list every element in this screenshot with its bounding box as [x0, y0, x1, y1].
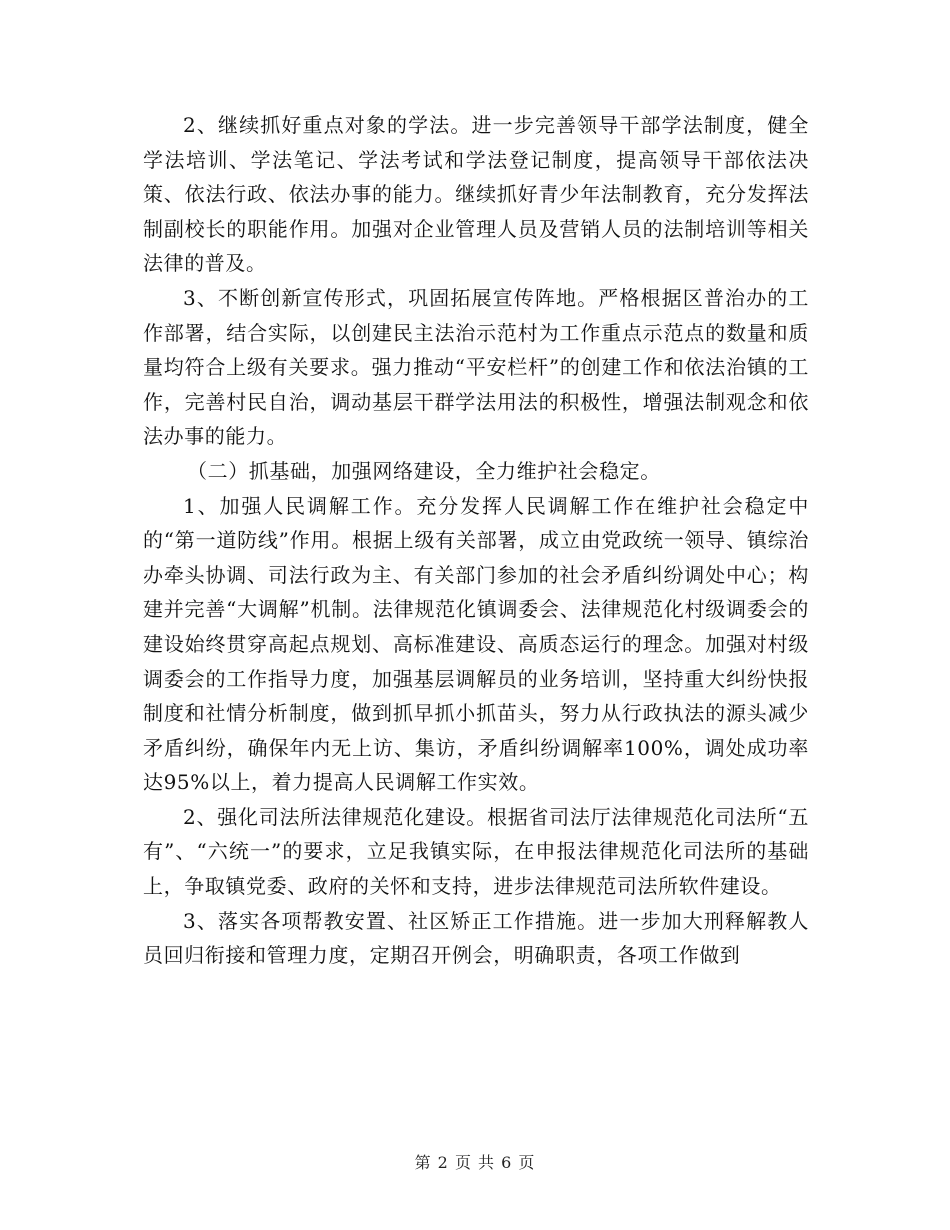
document-body: [143, 108, 809, 973]
paragraph-people-mediation: 1、加强人民调解工作。充分发挥人民调解工作在维护社会稳定中的“第一道防线”作用。根据上级有关部署，成立由党政统一领导、镇综治办牵头协调、司法行政为主、有关部门参加的社会矛盾纠纷调处中心；构建并完善“大调解”机制。法律规范化镇调委会、法律规范化村级调委会的建设始终贯穿高起点规划、高标准建设、高质态运行的理念。加强对村级调委会的工作指导力度，加强基层调解员的业务培训，坚持重大纠纷快报制度和社情分析制度，做到抓早抓小抓苗头，努力从行政执法的源头减少矛盾纠纷，确保年内无上访、集访，矛盾纠纷调解率100%，调处成功率达95%以上，着力提高人民调解工作实效。: [143, 493, 809, 795]
paragraph-publicity-forms: 3、不断创新宣传形式，巩固拓展宣传阵地。严格根据区普治办的工作部署，结合实际，以创建民主法治示范村为工作重点示范点的数量和质量均符合上级有关要求。强力推动“平安栏杆”的创建工作和依法治镇的工作，完善村民自治，调动基层干群学法用法的积极性，增强法制观念和依法办事的能力。: [143, 285, 809, 449]
paragraph-community-correction: 3、落实各项帮教安置、社区矫正工作措施。进一步加大刑释解教人员回归衔接和管理力度，定期召开例会，明确职责，各项工作做到: [143, 908, 809, 968]
paragraph-key-targets-legal-study: 2、继续抓好重点对象的学法。进一步完善领导干部学法制度，健全学法培训、学法笔记、学法考试和学法登记制度，提高领导干部依法决策、依法行政、依法办事的能力。继续抓好青少年法制教育，充分发挥法制副校长的职能作用。加强对企业管理人员及营销人员的法制培训等相关法律的普及。: [143, 113, 809, 276]
section-heading-network-building: （二）抓基础，加强网络建设，全力维护社会稳定。: [187, 458, 661, 483]
page-number-footer: 第 2 页 共 6 页: [414, 1153, 536, 1172]
paragraph-judicial-office-standardization: 2、强化司法所法律规范化建设。根据省司法厅法律规范化司法所“五有”、“六统一”的要求，立足我镇实际，在申报法律规范化司法所的基础上，争取镇党委、政府的关怀和支持，进步法律规范司法所软件建设。: [143, 804, 809, 899]
